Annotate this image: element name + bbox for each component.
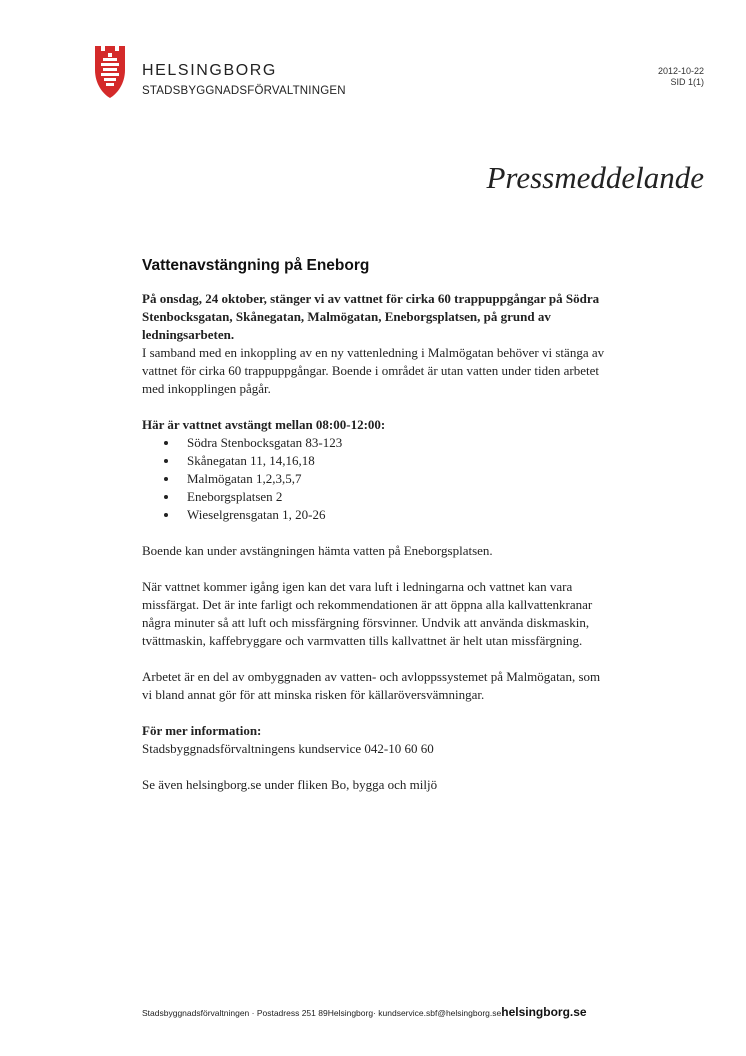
headline: Vattenavstängning på Eneborg (142, 257, 370, 274)
list-item: Malmögatan 1,2,3,5,7 (187, 470, 612, 488)
footer (142, 1005, 642, 1019)
context-paragraph: Arbetet är en del av ombyggnaden av vatten- och avloppssystemet på Malmögatan, som vi bland annat gör för att minska risken för källaröversvämningar. (142, 669, 601, 702)
list-item: Södra Stenbocksgatan 83-123 (187, 434, 612, 452)
list-item: Skånegatan 11, 14,16,18 (187, 452, 612, 470)
list-item: Eneborgsplatsen 2 (187, 488, 612, 506)
see-also-paragraph: Se även helsingborg.se under fliken Bo, bygga och miljö (142, 777, 438, 792)
intro-paragraph: I samband med en inkoppling av en ny vattenledning i Malmögatan behöver vi stänga av vattnet för cirka 60 trappuppgångar. Boende i området är utan vatten under tiden arbetet med inkopplingen pågår. (142, 345, 605, 396)
crest-icon (93, 44, 127, 100)
footer-address: Stadsbyggnadsförvaltningen · Postadress 251 89Helsingborg· kundservice.sbf@helsingborg.se (142, 1008, 502, 1018)
department-name: STADSBYGGNADSFÖRVALTNINGEN (142, 85, 346, 97)
organization-name: HELSINGBORG (142, 62, 277, 79)
press-release-body (142, 290, 612, 794)
list-item: Wieselgrensgatan 1, 20-26 (187, 506, 612, 524)
street-list (142, 434, 612, 524)
footer-website: helsingborg.se (501, 1005, 587, 1019)
document-meta (658, 66, 704, 88)
lead-paragraph: På onsdag, 24 oktober, stänger vi av vattnet för cirka 60 trappuppgångar på Södra Stenbocksgatan, Skånegatan, Malmögatan, Eneborgsplatsen, på grund av ledningsarbeten. (142, 291, 600, 342)
city-crest-logo (93, 44, 127, 100)
page-number: SID 1(1) (670, 77, 704, 87)
document-type-title: Pressmeddelande (486, 160, 704, 195)
document-date: 2012-10-22 (657, 66, 704, 76)
advice-paragraph: När vattnet kommer igång igen kan det vara luft i ledningarna och vattnet kan vara missfärgat. Det är inte farligt och rekommendationen är att öppna alla kallvattenkranar några minuter så att luft och missfärgning försvinner. Undvik att använda diskmaskin, tvättmaskin, kaffebryggare och varmvatten tills kallvattnet är helt utan missfärgning. (142, 579, 593, 648)
water-pickup-paragraph: Boende kan under avstängningen hämta vatten på Eneborgsplatsen. (142, 543, 493, 558)
contact-heading: För mer information: (142, 723, 262, 738)
shutoff-heading: Här är vattnet avstängt mellan 08:00-12:00: (142, 417, 386, 432)
contact-line: Stadsbyggnadsförvaltningens kundservice 042-10 60 60 (142, 741, 434, 756)
